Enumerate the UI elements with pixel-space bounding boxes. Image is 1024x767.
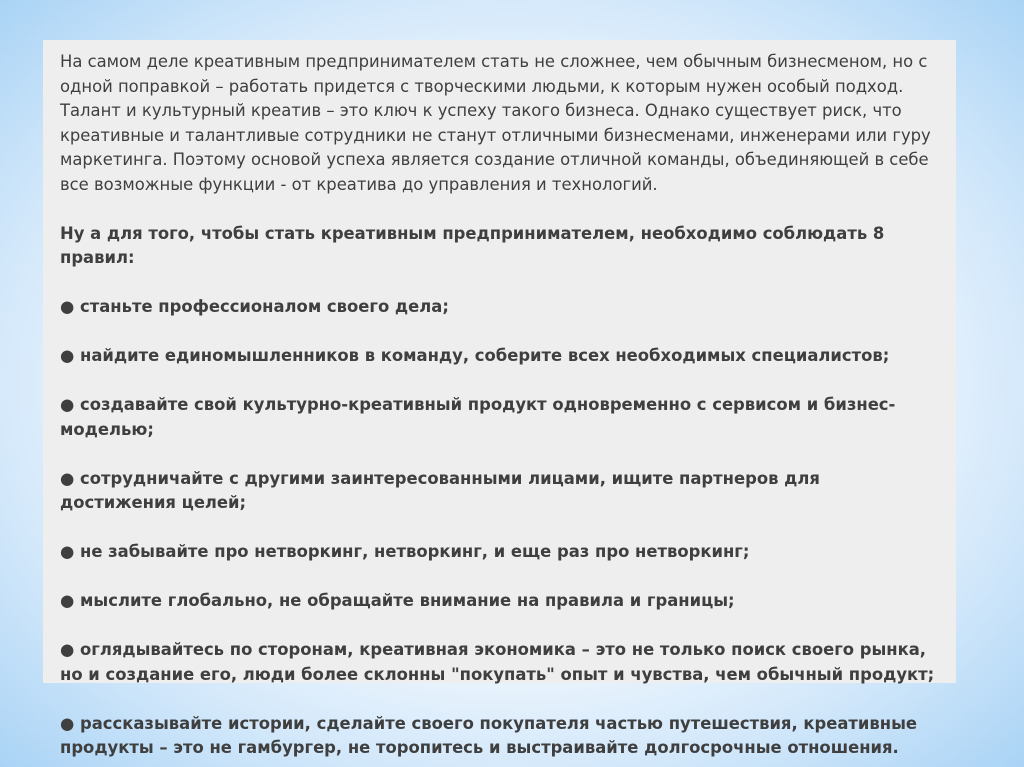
rule-item-1: ● станьте профессионалом своего дела; <box>60 297 449 316</box>
rule-item-3: ● создавайте свой культурно-креативный продукт одновременно с сервисом и бизнес-моделью; <box>60 395 896 439</box>
rules-heading: Ну а для того, чтобы стать креативным предпринимателем, необходимо соблюдать 8 правил: <box>60 223 885 267</box>
rule-item-5: ● не забывайте про нетворкинг, нетворкинг, и еще раз про нетворкинг; <box>60 542 750 561</box>
intro-paragraph: На самом деле креативным предпринимателем стать не сложнее, чем обычным бизнесменом, но с одной поправкой – работать придется с творческими людьми, к которым нужен особый подход. Талант и культурный креатив – это ключ к успеху такого бизнеса. Однако существует риск, что креативные и талантливые сотрудники не станут отличными бизнесменами, инженерами или гуру маркетинга. Поэтому основой успеха является создание отличной команды, объединяющей в себе все возможные функции - от креатива до управления и технологий. <box>60 52 931 194</box>
rules-list <box>60 295 938 761</box>
rule-item-6: ● мыслите глобально, не обращайте внимание на правила и границы; <box>60 591 735 610</box>
rule-item-2: ● найдите единомышленников в команду, соберите всех необходимых специалистов; <box>60 346 890 365</box>
rule-item-8: ● рассказывайте истории, сделайте своего покупателя частью путешествия, креативные продукты – это не гамбургер, не торопитесь и выстраивайте долгосрочные отношения. <box>60 713 918 757</box>
rule-item-4: ● сотрудничайте с другими заинтересованными лицами, ищите партнеров для достижения целей; <box>60 468 820 512</box>
text-panel <box>43 40 956 757</box>
rule-item-7: ● оглядывайтесь по сторонам, креативная экономика – это не только поиск своего рынка, но и создание его, люди более склонны "покупать" опыт и чувства, чем обычный продукт; <box>60 640 935 684</box>
